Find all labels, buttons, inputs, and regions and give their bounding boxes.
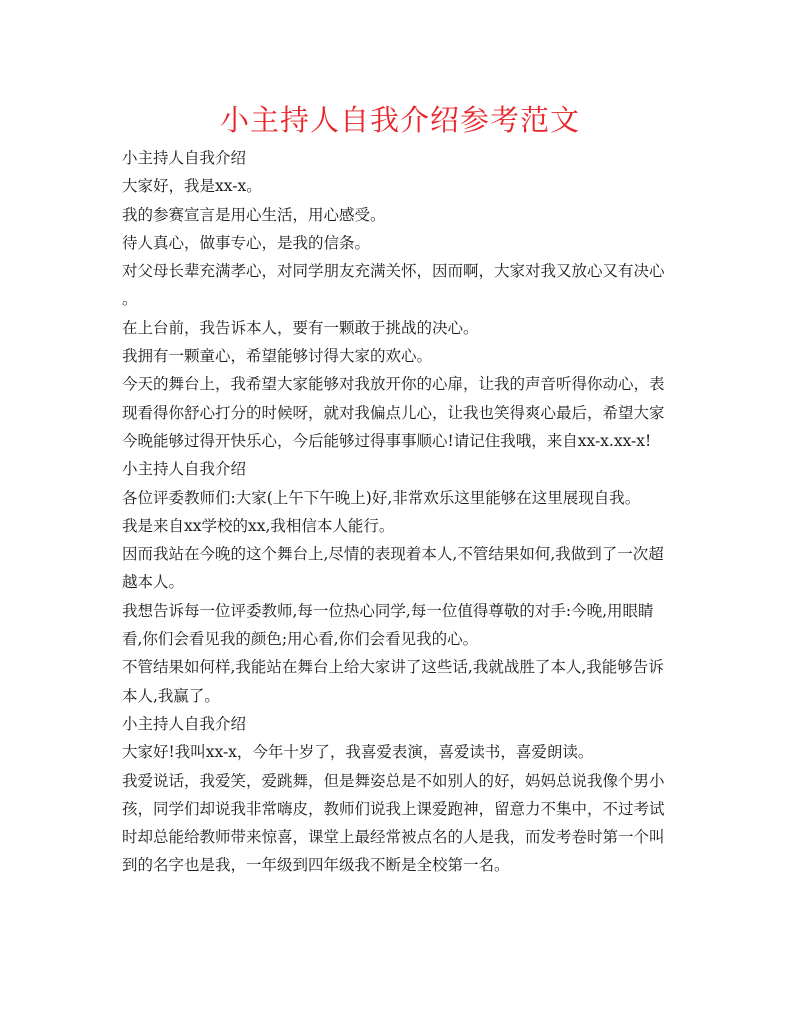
paragraph: [122, 370, 682, 455]
paragraph: [122, 484, 682, 512]
paragraph-line: 越本人。: [122, 573, 185, 592]
paragraph-line: 现看得你舒心打分的时候呀，就对我偏点儿心，让我也笑得爽心最后，希望大家: [122, 403, 665, 422]
paragraph: [122, 342, 682, 370]
paragraph-line: 时却总能给教师带来惊喜，课堂上最经常被点名的人是我，而发考卷时第一个叫: [122, 828, 665, 847]
paragraph: [122, 512, 682, 540]
paragraph-line: 看,你们会看见我的颜色;用心看,你们会看见我的心。: [122, 630, 479, 649]
paragraph: [122, 201, 682, 229]
paragraph-line: 待人真心，做事专心，是我的信条。: [122, 233, 371, 252]
paragraph: [122, 455, 682, 483]
paragraph: [122, 653, 682, 710]
paragraph-line: 孩，同学们却说我非常嗨皮，教师们说我上课爱跑神，留意力不集中，不过考试: [122, 799, 665, 818]
paragraph-line: 本人,我赢了。: [122, 686, 220, 705]
paragraph-line: 对父母长辈充满孝心，对同学朋友充满关怀，因而啊，大家对我又放心又有决心: [122, 262, 665, 281]
paragraph: [122, 710, 682, 738]
paragraph: [122, 540, 682, 597]
paragraph: [122, 738, 682, 766]
paragraph: [122, 314, 682, 342]
paragraph-line: 我爱说话，我爱笑，爱跳舞，但是舞姿总是不如别人的好，妈妈总说我像个男小: [122, 771, 665, 790]
paragraph-line: 今天的舞台上，我希望大家能够对我放开你的心扉，让我的声音听得你动心，表: [122, 375, 665, 394]
paragraph: [122, 597, 682, 654]
paragraph-line: 我是来自xx学校的xx,我相信本人能行。: [122, 516, 395, 535]
paragraph: [122, 767, 682, 880]
paragraph-line: 到的名字也是我，一年级到四年级我不断是全校第一名。: [122, 856, 510, 875]
paragraph-line: 大家好，我是xx-x。: [122, 177, 262, 196]
paragraph: [122, 257, 682, 314]
paragraph: [122, 144, 682, 172]
document-body: [122, 144, 682, 880]
paragraph-line: 我拥有一颗童心，希望能够讨得大家的欢心。: [122, 347, 433, 366]
paragraph-line: 不管结果如何样,我能站在舞台上给大家讲了这些话,我就战胜了本人,我能够告诉: [122, 658, 664, 677]
paragraph-line: 今晚能够过得开快乐心，今后能够过得事事顺心!请记住我哦，来自xx-x.xx-x!: [122, 431, 652, 450]
paragraph-line: 我想告诉每一位评委教师,每一位热心同学,每一位值得尊敬的对手:今晚,用眼睛: [122, 601, 654, 620]
paragraph-line: 小主持人自我介绍: [122, 714, 247, 733]
paragraph-line: 在上台前，我告诉本人，要有一颗敢于挑战的决心。: [122, 318, 479, 337]
paragraph-line: 大家好!我叫xx-x，今年十岁了，我喜爱表演，喜爱读书，喜爱朗读。: [122, 743, 594, 762]
paragraph-line: 我的参赛宣言是用心生活，用心感受。: [122, 205, 386, 224]
paragraph: [122, 229, 682, 257]
paragraph-line: 因而我站在今晚的这个舞台上,尽情的表现着本人,不管结果如何,我做到了一次超: [122, 545, 664, 564]
document-title: 小主持人自我介绍参考范文: [219, 103, 580, 137]
paragraph-line: 小主持人自我介绍: [122, 460, 247, 479]
paragraph-line: 各位评委教师们:大家(上午下午晚上)好,非常欢乐这里能够在这里展现自我。: [122, 488, 641, 507]
paragraph: [122, 172, 682, 200]
paragraph-line: 小主持人自我介绍: [122, 149, 247, 167]
paragraph-line: 。: [122, 290, 138, 309]
